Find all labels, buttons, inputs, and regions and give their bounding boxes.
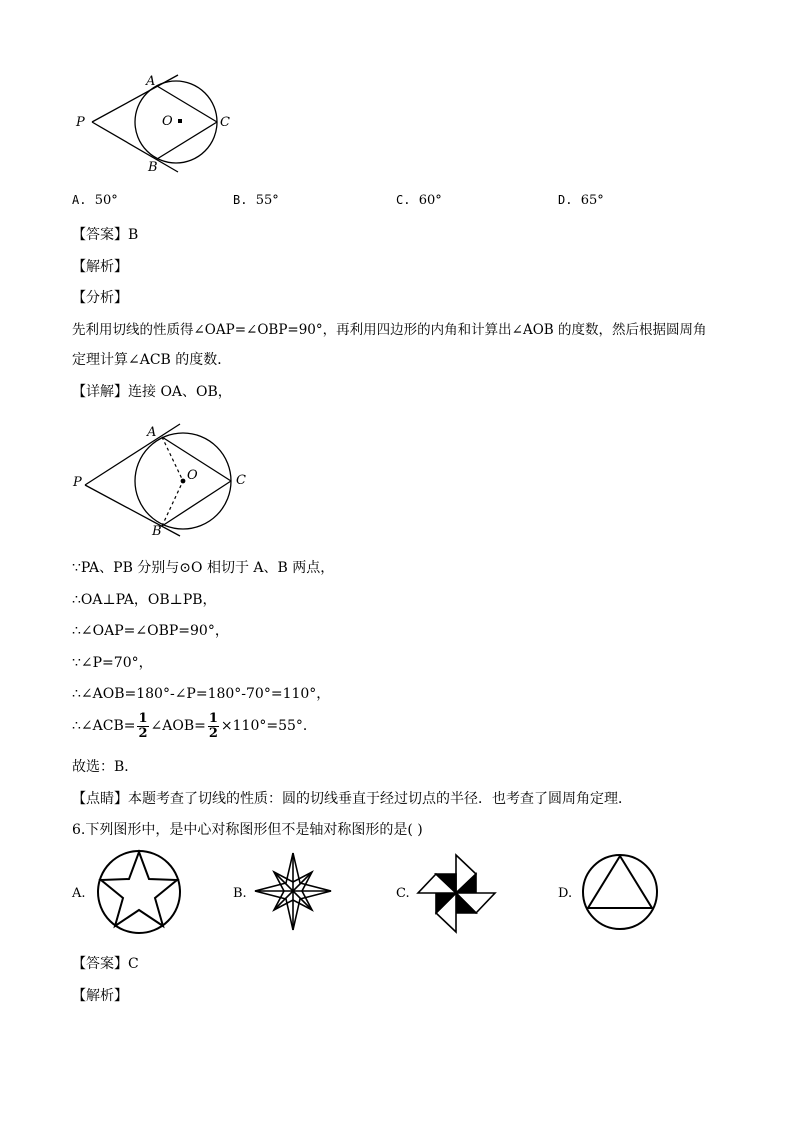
q5-option-d: D. 65° [558,193,604,208]
fig1-label-p: P [76,115,85,130]
q5-step-2: ∴OA⊥PA，OB⊥PB， [72,592,217,608]
q5-step-6: ∴∠ACB= $\frac{1}{2}$ ∠AOB= $\frac{1}{2}$ ×110°=55°． [72,710,317,741]
fig1-label-c: C [220,115,230,130]
q5-step-3: ∴∠OAP=∠OBP=90°， [72,623,229,639]
fig1-label-o: O [162,114,173,129]
q5-answer: 【答案】B [72,227,139,243]
q5-step-4: ∵∠P=70°， [72,655,153,671]
q6-option-c-label: C. [396,886,410,901]
fig1-label-b: B [148,160,158,175]
fig2-label-a: A [147,425,157,440]
fraction-half: $\frac{1}{2}$ [208,710,218,741]
fig2-label-p: P [73,475,82,490]
q6-answer: 【答案】C [72,956,139,972]
q5-fenxi-heading: 【分析】 [72,290,128,306]
q6-option-a-label: A. [72,886,86,901]
q6-option-b-label: B. [233,886,247,901]
q6-option-d-label: D. [558,886,573,901]
fig2-label-c: C [236,473,246,488]
q5-analysis-line-1: 先利用切线的性质得∠OAP=∠OBP=90°，再利用四边形的内角和计算出∠AOB 的度数，然后根据圆周角 [72,322,707,338]
q6-question: 6.下列图形中，是中心对称图形但不是轴对称图形的是( ) [72,822,423,838]
q5-analysis-line-2: 定理计算∠ACB 的度数． [72,352,232,368]
q5-dianjing: 【点睛】本题考查了切线的性质：圆的切线垂直于经过切点的半径．也考查了圆周角定理． [72,791,632,807]
fraction-half: $\frac{1}{2}$ [138,710,148,741]
q5-option-c: C. 60° [396,193,442,208]
q5-option-a: A. 50° [72,193,118,208]
fig2-label-b: B [152,524,162,539]
q6-jiexi-heading: 【解析】 [72,988,128,1004]
q5-detail-heading: 【详解】连接 OA、OB， [72,384,232,400]
q5-choose: 故选：B． [72,759,139,775]
q5-step-1: ∵PA、PB 分别与⊙O 相切于 A、B 两点， [72,560,335,576]
fig1-label-a: A [146,74,156,89]
q5-jiexi-heading: 【解析】 [72,259,128,275]
q5-option-b: B. 55° [233,193,279,208]
q5-step-5: ∴∠AOB=180°-∠P=180°-70°=110°， [72,686,331,702]
fig2-label-o: O [187,468,198,483]
